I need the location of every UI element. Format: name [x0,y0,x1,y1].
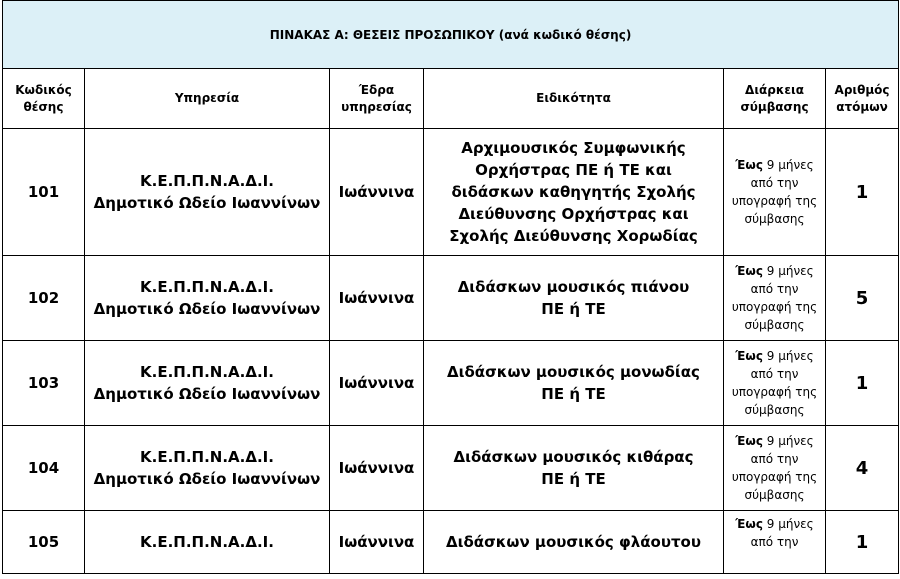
specialty: Αρχιμουσικός Συμφωνικής Ορχήστρας ΠΕ ή ΤΕ και διδάσκων καθηγητής Σχολής Διεύθυνσης Ορχήστρας και Σχολής Διεύθυνσης Χορωδίας [424,129,724,256]
positions-table [2,0,899,574]
specialty: Διδάσκων μουσικός φλάουτου [424,511,724,574]
table-title: ΠΙΝΑΚΑΣ Α: ΘΕΣΕΙΣ ΠΡΟΣΩΠΙΚΟΥ (ανά κωδικό θέσης) [3,1,899,69]
header-code: Κωδικός θέσης [3,69,85,129]
header-specialty: Ειδικότητα [424,69,724,129]
position-code: 105 [3,511,85,574]
people-count: 1 [826,129,899,256]
people-count: 4 [826,426,899,511]
contract-duration: Έως 9 μήνες από την υπογραφή της σύμβασης [724,341,826,426]
people-count: 1 [826,511,899,574]
service-name: Κ.Ε.Π.Π.Ν.Α.Δ.Ι. [85,511,330,574]
position-code: 103 [3,341,85,426]
service-seat: Ιωάννινα [330,511,424,574]
contract-duration: Έως 9 μήνες από την υπογραφή της σύμβασης [724,426,826,511]
header-seat: Έδρα υπηρεσίας [330,69,424,129]
table-row [3,511,899,574]
position-code: 102 [3,256,85,341]
header-service: Υπηρεσία [85,69,330,129]
service-seat: Ιωάννινα [330,256,424,341]
service-name: Κ.Ε.Π.Π.Ν.Α.Δ.Ι. Δημοτικό Ωδείο Ιωαννίνων [85,256,330,341]
table-row [3,256,899,341]
contract-duration: Έως 9 μήνες από την υπογραφή της σύμβασης [724,256,826,341]
service-seat: Ιωάννινα [330,341,424,426]
position-code: 101 [3,129,85,256]
specialty: Διδάσκων μουσικός κιθάρας ΠΕ ή ΤΕ [424,426,724,511]
contract-duration: Έως 9 μήνες από την υπογραφή της σύμβασης [724,129,826,256]
specialty: Διδάσκων μουσικός πιάνου ΠΕ ή ΤΕ [424,256,724,341]
table-row [3,129,899,256]
contract-duration: Έως 9 μήνες από την [724,511,826,574]
position-code: 104 [3,426,85,511]
service-name: Κ.Ε.Π.Π.Ν.Α.Δ.Ι. Δημοτικό Ωδείο Ιωαννίνων [85,426,330,511]
table-row [3,426,899,511]
people-count: 1 [826,341,899,426]
table-row [3,341,899,426]
service-name: Κ.Ε.Π.Π.Ν.Α.Δ.Ι. Δημοτικό Ωδείο Ιωαννίνων [85,341,330,426]
people-count: 5 [826,256,899,341]
header-count: Αριθμός ατόμων [826,69,899,129]
service-seat: Ιωάννινα [330,426,424,511]
header-duration: Διάρκεια σύμβασης [724,69,826,129]
service-seat: Ιωάννινα [330,129,424,256]
header-row [3,69,899,129]
service-name: Κ.Ε.Π.Π.Ν.Α.Δ.Ι. Δημοτικό Ωδείο Ιωαννίνων [85,129,330,256]
specialty: Διδάσκων μουσικός μονωδίας ΠΕ ή ΤΕ [424,341,724,426]
table-title-row [3,1,899,69]
